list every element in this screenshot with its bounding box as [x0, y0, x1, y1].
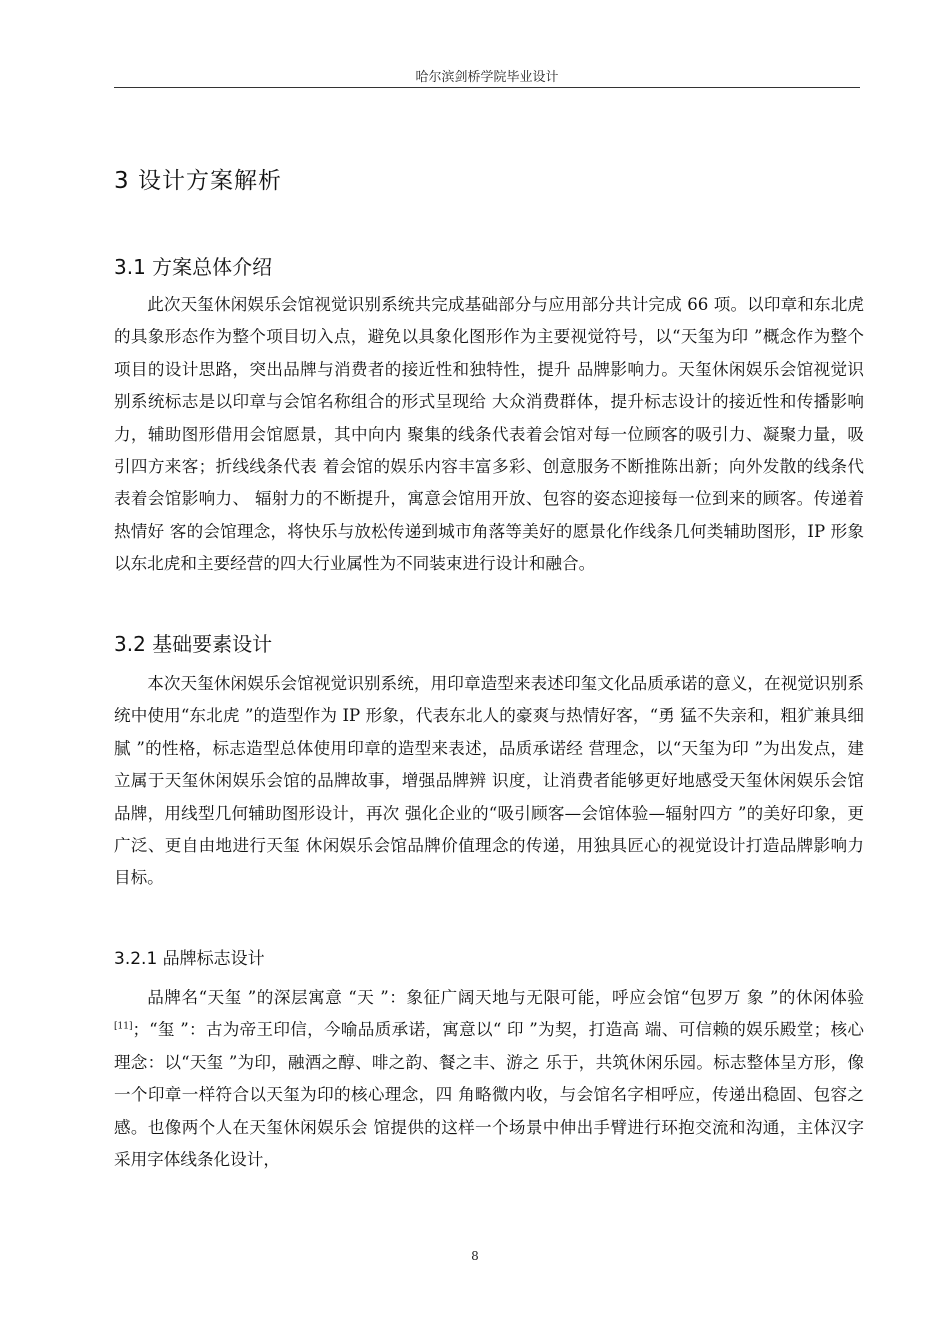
section-3-2-body: 本次天玺休闲娱乐会馆视觉识别系统，用印章造型来表述印玺文化品质承诺的意义，在视觉识别系统中使用“东北虎 ”的造型作为 IP 形象，代表东北人的豪爽与热情好客，“勇 猛不失亲和，粗犷兼具细腻 ”的性格，标志造型总体使用印章的造型来表述，品质承诺经 营理念，以“天玺为印 ”为出发点，建立属于天玺休闲娱乐会馆的品牌故事，增强品牌辨 识度，让消费者能够更好地感受天玺休闲娱乐会馆品牌，用线型几何辅助图形设计，再次 强化企业的“吸引顾客—会馆体验—辐射四方 ”的美好印象，更广泛、更自由地进行天玺 休闲娱乐会馆品牌价值理念的传递，用独具匠心的视觉设计打造品牌影响力目标。	[114, 674, 864, 888]
header-rule	[114, 87, 860, 88]
section-3-1-title: 3.1 方案总体介绍	[114, 255, 273, 279]
running-header: 哈尔滨剑桥学院毕业设计	[415, 70, 559, 85]
page-number: 8	[471, 1249, 479, 1263]
section-3-1-body: 此次天玺休闲娱乐会馆视觉识别系统共完成基础部分与应用部分共计完成 66 项。以印章和东北虎的具象形态作为整个项目切入点，避免以具象化图形作为主要视觉符号，以“天玺为印 ”概念作为整个项目的设计思路，突出品牌与消费者的接近性和独特性，提升 品牌影响力。天玺休闲娱乐会馆视觉识别系统标志是以印章与会馆名称组合的形式呈现给 大众消费群体，提升标志设计的接近性和传播影响力，辅助图形借用会馆愿景，其中向内 聚集的线条代表着会馆对每一位顾客的吸引力、凝聚力量，吸引四方来客；折线线条代表 着会馆的娱乐内容丰富多彩、创意服务不断推陈出新；向外发散的线条代表着会馆影响力、 辐射力的不断提升，寓意会馆用开放、包容的姿态迎接每一位到来的顾客。传递着热情好 客的会馆理念，将快乐与放松传递到城市角落等美好的愿景化作线条几何类辅助图形，IP 形象以东北虎和主要经营的四大行业属性为不同装束进行设计和融合。	[114, 295, 864, 574]
section-3-2-1-body	[114, 982, 864, 1176]
body-text-part-2: ；“玺 ”：古为帝王印信，今喻品质承诺，寓意以“ 印 ”为契，打造高 端、可信赖的娱乐殿堂；核心理念：以“天玺 ”为印，融酒之醇、啡之韵、餐之丰、游之 乐于，共筑休闲乐园。标志整体呈方形，像一个印章一样符合以天玺为印的核心理念，四 角略微内收，与会馆名字相呼应，传递出稳固、包容之感。也像两个人在天玺休闲娱乐会 馆提供的这样一个场景中伸出手臂进行环抱交流和沟通，主体汉字采用字体线条化设计，	[114, 1020, 864, 1170]
section-3-2-title: 3.2 基础要素设计	[114, 632, 273, 656]
chapter-title: 3 设计方案解析	[114, 168, 282, 194]
citation-reference[interactable]: [11]	[114, 1021, 133, 1032]
section-3-2-1-title: 3.2.1 品牌标志设计	[114, 949, 265, 969]
body-text-part-1: 品牌名“天玺 ”的深层寓意 “天 ”：象征广阔天地与无限可能，呼应会馆“包罗万 象 ”的休闲体验	[147, 988, 864, 1007]
